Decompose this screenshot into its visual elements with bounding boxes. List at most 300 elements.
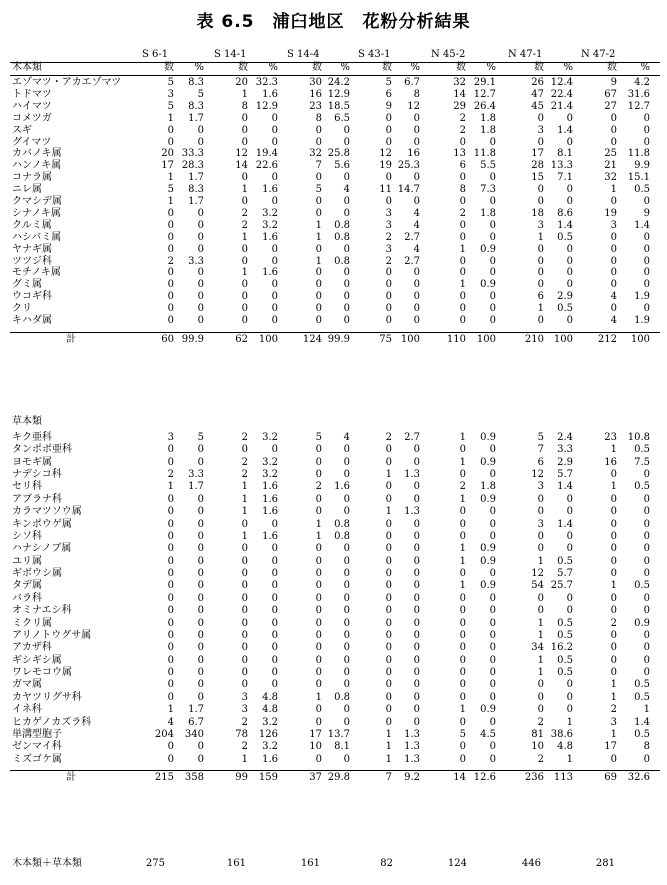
count-cell: 1 [610,184,617,196]
percent-cell: 0 [489,530,496,542]
count-cell: 27 [604,100,617,112]
percent-cell: 0 [413,543,420,555]
percent-cell: 0 [197,315,204,326]
percent-cell: 0 [343,267,350,279]
count-cell: 0 [385,444,392,456]
percent-cell: 0.9 [480,456,496,468]
percent-cell: 0 [643,592,650,604]
table-row [0,556,667,568]
count-cell: 0 [610,555,617,567]
count-cell: 0 [241,112,248,124]
percent-cell: 0 [343,592,350,604]
count-cell: 0 [385,555,392,567]
site-label: S 14-1 [214,49,247,60]
taxon-label: シソ科 [12,530,42,542]
percent-cell: 0 [343,753,350,765]
percent-cell: 113 [553,771,573,783]
percent-cell: 0 [566,267,573,279]
percent-cell: 0 [489,518,496,530]
total-row [0,772,667,784]
count-cell: 1 [315,691,322,703]
percent-cell: 5 [197,88,204,100]
percent-cell: 4 [413,207,420,219]
percent-cell: 0 [197,456,204,468]
taxon-label: グミ属 [12,279,42,291]
percent-cell: 0.9 [634,617,650,629]
count-cell: 47 [531,88,544,100]
percent-cell: 0 [643,506,650,518]
taxon-label: 単溝型胞子 [12,728,62,740]
count-cell: 1 [315,231,322,243]
percent-cell: 0 [271,629,278,641]
count-cell: 19 [379,160,392,172]
percent-cell: 4 [343,184,350,196]
count-cell: 16 [604,456,617,468]
percent-cell: 0.5 [634,580,650,592]
percent-cell: 0 [643,654,650,666]
count-cell: 0 [459,605,466,617]
percent-cell: 99.9 [181,333,204,345]
count-cell: 0 [315,679,322,691]
percent-cell: 2.7 [404,231,420,243]
count-cell: 0 [385,124,392,136]
count-cell: 0 [459,196,466,207]
percent-cell: 1.6 [262,753,278,765]
count-cell: 0 [167,555,174,567]
count-cell: 0 [610,629,617,641]
percent-cell: 0.9 [480,493,496,505]
percent-cell: 0 [343,568,350,580]
taxon-label: ナデシコ科 [12,469,62,481]
percent-cell: 12.6 [473,771,496,783]
percent-cell: 0.5 [557,303,573,315]
percent-cell: 358 [184,771,204,783]
count-cell: 0 [537,112,544,124]
percent-cell: 1.6 [262,493,278,505]
percent-cell: 0 [489,136,496,148]
count-cell: 13 [453,148,466,160]
count-cell: 1 [610,580,617,592]
count-cell: 1 [315,255,322,267]
taxon-label: ヨモギ属 [12,456,52,468]
count-cell: 0 [315,555,322,567]
count-unit-label: 数 [456,62,466,73]
count-cell: 67 [604,88,617,100]
count-cell: 0 [167,124,174,136]
taxon-label: 計 [66,771,76,783]
table-row [0,160,667,172]
percent-cell: 38.6 [550,728,573,740]
percent-cell: 15.1 [627,172,650,184]
percent-cell: 0 [413,555,420,567]
count-cell: 23 [309,100,322,112]
count-cell: 215 [154,771,174,783]
taxon-label: ギシギシ属 [12,654,62,666]
total-row [0,334,667,346]
count-unit-label: 数 [382,62,392,73]
percent-cell: 0 [271,580,278,592]
percent-cell: 0 [197,617,204,629]
count-cell: 2 [610,704,617,716]
count-cell: 0 [167,629,174,641]
taxon-label: タデ属 [12,580,42,592]
count-cell: 2 [610,617,617,629]
percent-cell: 0 [566,315,573,326]
count-cell: 0 [385,605,392,617]
table-row [0,303,667,315]
count-cell: 0 [241,580,248,592]
table-row [0,232,667,244]
percent-cell: 0 [489,753,496,765]
percent-cell: 0 [343,493,350,505]
count-cell: 12 [531,469,544,481]
percent-cell: 0 [489,642,496,654]
count-cell: 6 [459,160,466,172]
count-cell: 0 [459,741,466,753]
percent-cell: 29.8 [327,771,350,783]
count-cell: 0 [459,231,466,243]
table-row [0,531,667,543]
percent-cell: 0 [343,124,350,136]
percent-cell: 7.1 [557,172,573,184]
count-cell: 0 [385,642,392,654]
taxon-label: タンポポ亜科 [12,444,72,456]
percent-cell: 100 [630,333,650,345]
count-cell: 0 [610,303,617,315]
table-row [0,208,667,220]
percent-cell: 0 [643,279,650,291]
percent-cell: 0 [271,196,278,207]
percent-cell: 0 [413,456,420,468]
count-cell: 0 [241,172,248,184]
count-cell: 0 [459,629,466,641]
percent-cell: 0 [643,303,650,315]
percent-cell: 0 [413,642,420,654]
percent-cell: 0 [413,679,420,691]
taxon-label: ミクリ属 [12,617,52,629]
count-cell: 18 [531,207,544,219]
grand-total-cell: 124 [447,858,467,869]
percent-cell: 5.7 [557,469,573,481]
count-cell: 2 [385,255,392,267]
percent-cell: 0 [489,617,496,629]
percent-cell: 0 [271,124,278,136]
table-row [0,137,667,149]
percent-cell: 0 [489,667,496,679]
table-row [0,220,667,232]
table-row [0,605,667,617]
percent-cell: 0 [566,136,573,148]
count-cell: 0 [315,279,322,291]
section-header-herb: 草本類 [12,416,42,427]
percent-cell: 0 [566,112,573,124]
percent-cell: 0 [413,654,420,666]
percent-cell: 0 [271,518,278,530]
page-title: 表 6.5 浦臼地区 花粉分析結果 [196,12,471,32]
percent-cell: 0 [197,493,204,505]
first-column-label: 木本類 [12,62,42,73]
percent-cell: 0 [643,753,650,765]
percent-cell: 0.9 [480,543,496,555]
count-cell: 110 [446,333,466,345]
count-cell: 8 [241,100,248,112]
percent-cell: 2.9 [557,291,573,303]
count-cell: 0 [385,303,392,315]
percent-cell: 0 [343,136,350,148]
percent-cell: 0 [643,642,650,654]
count-cell: 1 [315,219,322,231]
count-cell: 0 [537,704,544,716]
count-unit-label: 数 [312,62,322,73]
taxon-label: ユリ属 [12,555,42,567]
count-cell: 29 [453,100,466,112]
count-cell: 0 [459,667,466,679]
percent-cell: 0.5 [634,444,650,456]
percent-cell: 0 [343,667,350,679]
percent-cell: 0 [271,642,278,654]
percent-cell: 25.8 [327,148,350,160]
percent-cell: 0 [197,279,204,291]
count-cell: 10 [309,741,322,753]
grand-total-cell: 446 [521,858,541,869]
count-cell: 0 [459,716,466,728]
count-cell: 0 [610,255,617,267]
taxon-label: モチノキ属 [12,267,61,279]
count-cell: 0 [241,255,248,267]
percent-cell: 5.7 [557,568,573,580]
percent-cell: 6.7 [404,77,420,88]
percent-cell: 0 [643,267,650,279]
percent-cell: 0 [413,580,420,592]
count-cell: 78 [235,728,248,740]
percent-cell: 0 [343,605,350,617]
count-cell: 0 [167,642,174,654]
percent-cell: 0 [566,493,573,505]
percent-cell: 0 [413,444,420,456]
percent-cell: 0 [413,716,420,728]
taxon-label: イネ科 [12,704,42,716]
percent-unit-label: % [340,62,350,73]
count-cell: 0 [610,642,617,654]
table-row [0,741,667,753]
count-cell: 2 [459,124,466,136]
percent-cell: 4 [343,432,350,443]
count-cell: 3 [385,243,392,255]
count-cell: 0 [167,580,174,592]
taxon-label: クマシデ属 [12,196,62,207]
count-cell: 0 [385,315,392,326]
percent-cell: 0 [343,629,350,641]
percent-cell: 1.6 [334,481,350,493]
percent-cell: 0 [643,196,650,207]
percent-cell: 11.8 [473,148,496,160]
count-cell: 0 [610,568,617,580]
percent-cell: 0 [566,605,573,617]
count-cell: 2 [459,207,466,219]
percent-cell: 31.6 [627,88,650,100]
percent-cell: 6.5 [334,112,350,124]
percent-cell: 16 [407,148,420,160]
percent-cell: 8.3 [188,184,204,196]
percent-cell: 18.5 [327,100,350,112]
percent-cell: 0.5 [634,481,650,493]
count-cell: 0 [167,136,174,148]
count-cell: 0 [167,617,174,629]
count-cell: 0 [459,518,466,530]
percent-cell: 0 [566,243,573,255]
percent-cell: 0 [197,741,204,753]
table-row [0,729,667,741]
count-cell: 0 [167,456,174,468]
percent-cell: 3.2 [262,219,278,231]
count-cell: 32 [604,172,617,184]
count-cell: 0 [610,124,617,136]
count-cell: 6 [537,456,544,468]
percent-cell: 2.9 [557,456,573,468]
taxon-label: ウコギ科 [12,291,52,303]
count-cell: 62 [235,333,248,345]
count-cell: 0 [610,753,617,765]
percent-cell: 0 [271,112,278,124]
table-row [0,267,667,279]
percent-cell: 0 [413,481,420,493]
count-cell: 0 [385,530,392,542]
count-cell: 34 [531,642,544,654]
percent-cell: 22.6 [255,160,278,172]
percent-cell: 0 [343,172,350,184]
count-cell: 0 [315,543,322,555]
percent-cell: 0 [343,543,350,555]
percent-cell: 3.2 [262,432,278,443]
percent-cell: 1.6 [262,267,278,279]
count-cell: 1 [459,580,466,592]
site-label: N 47-2 [581,49,616,60]
grand-total-cell: 161 [300,858,320,869]
count-cell: 60 [161,333,174,345]
count-cell: 0 [315,315,322,326]
percent-cell: 0 [413,279,420,291]
table-row [0,101,667,113]
count-cell: 0 [167,605,174,617]
percent-cell: 24.2 [327,77,350,88]
percent-cell: 9.9 [634,160,650,172]
percent-cell: 1 [643,704,650,716]
percent-cell: 1.3 [404,741,420,753]
count-cell: 1 [241,481,248,493]
taxon-label: アブラナ科 [12,493,62,505]
table-row [0,506,667,518]
percent-cell: 3.2 [262,207,278,219]
count-cell: 0 [167,506,174,518]
count-cell: 0 [610,518,617,530]
percent-cell: 1.4 [634,716,650,728]
count-cell: 0 [459,753,466,765]
count-cell: 1 [241,493,248,505]
taxon-label: トドマツ [12,88,52,100]
count-cell: 3 [610,716,617,728]
table-row [0,568,667,580]
count-cell: 1 [610,444,617,456]
count-cell: 210 [524,333,544,345]
percent-cell: 0 [197,219,204,231]
percent-cell: 0 [197,518,204,530]
site-label: S 14-4 [287,49,320,60]
table-row [0,196,667,208]
percent-cell: 4 [413,243,420,255]
count-cell: 0 [241,679,248,691]
percent-cell: 0 [271,444,278,456]
percent-cell: 4.8 [557,741,573,753]
table-row [0,655,667,667]
taxon-label: スギ [12,124,32,136]
taxon-label: アカザ科 [12,642,52,654]
percent-cell: 0.9 [480,704,496,716]
percent-cell: 0 [343,654,350,666]
percent-cell: 0 [413,493,420,505]
percent-cell: 5.6 [334,160,350,172]
count-cell: 0 [610,469,617,481]
percent-cell: 0 [489,741,496,753]
table-row [0,630,667,642]
count-cell: 0 [385,691,392,703]
percent-cell: 0 [343,279,350,291]
count-cell: 2 [241,456,248,468]
count-cell: 3 [241,704,248,716]
count-cell: 0 [315,753,322,765]
percent-cell: 0 [643,568,650,580]
percent-cell: 0 [643,231,650,243]
table-row [0,704,667,716]
percent-cell: 0 [197,667,204,679]
percent-cell: 0 [643,629,650,641]
percent-cell: 0 [489,592,496,604]
count-cell: 1 [315,518,322,530]
count-cell: 99 [235,771,248,783]
count-cell: 0 [315,207,322,219]
percent-cell: 0 [643,543,650,555]
percent-cell: 0 [343,555,350,567]
count-cell: 0 [315,124,322,136]
count-cell: 0 [459,617,466,629]
table-row [0,77,667,89]
percent-cell: 2.7 [404,255,420,267]
count-cell: 0 [315,456,322,468]
percent-cell: 0.8 [334,255,350,267]
percent-cell: 0.9 [480,243,496,255]
count-cell: 0 [241,629,248,641]
count-cell: 0 [610,196,617,207]
header-underline [10,75,660,76]
count-cell: 20 [235,77,248,88]
count-cell: 0 [537,592,544,604]
count-cell: 3 [537,124,544,136]
count-cell: 0 [241,605,248,617]
percent-cell: 0 [197,231,204,243]
count-cell: 2 [385,432,392,443]
count-cell: 8 [459,184,466,196]
count-cell: 3 [167,88,174,100]
table-row [0,593,667,605]
percent-cell: 0 [343,196,350,207]
percent-cell: 0 [197,605,204,617]
count-cell: 0 [167,219,174,231]
grand-total-cell: 161 [226,858,246,869]
count-cell: 1 [537,654,544,666]
percent-cell: 0 [489,231,496,243]
percent-cell: 1.8 [480,207,496,219]
percent-cell: 0 [343,456,350,468]
count-cell: 1 [537,303,544,315]
